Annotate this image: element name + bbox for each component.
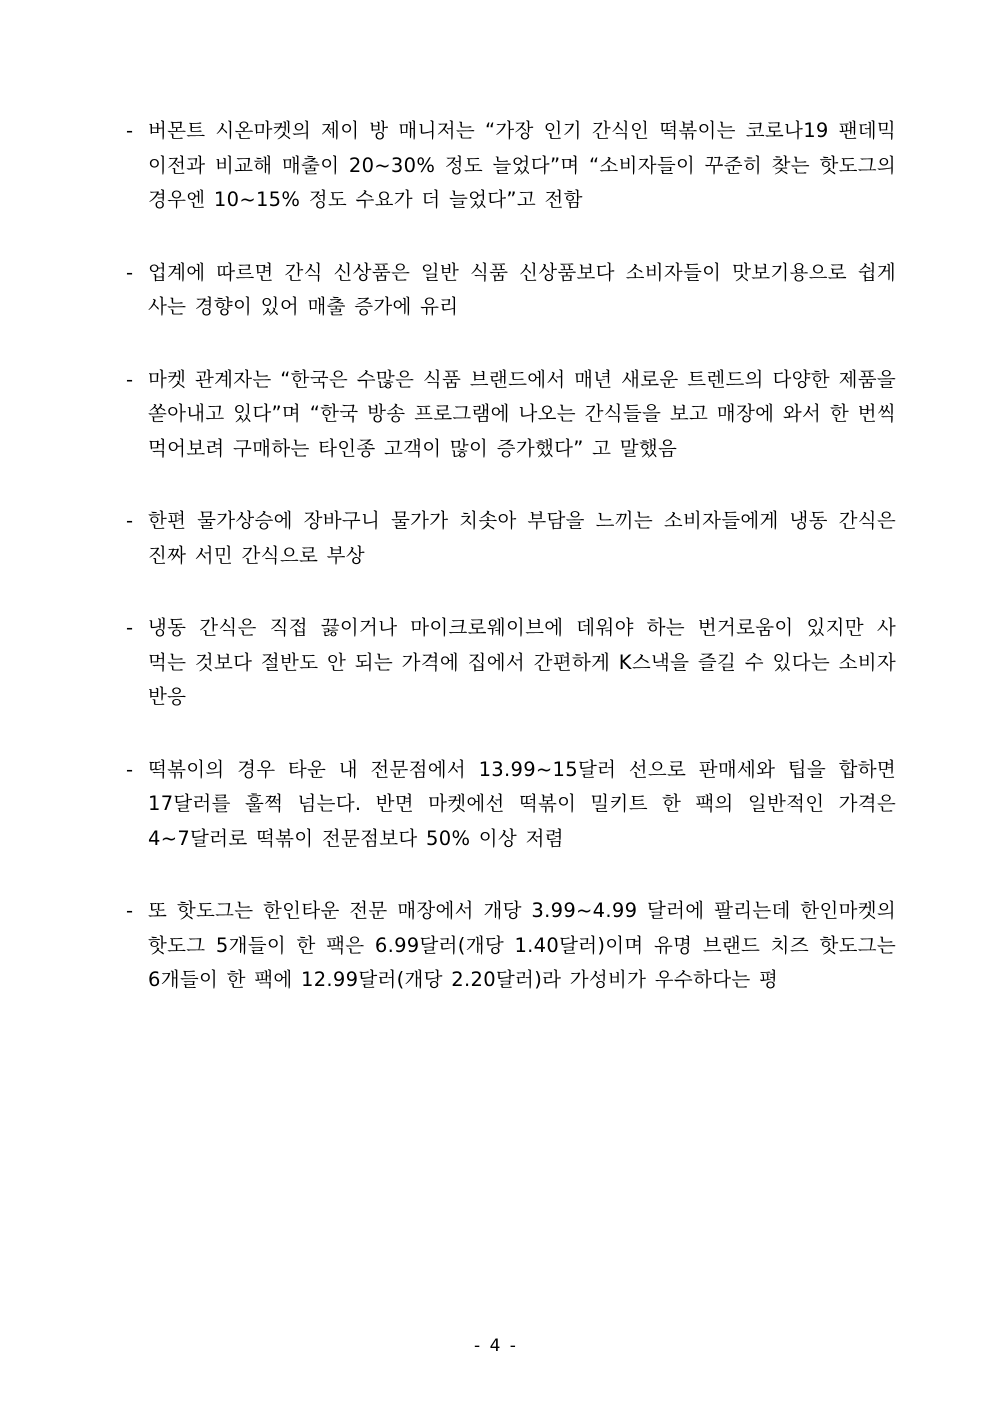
list-item bbox=[126, 363, 896, 467]
bullet-marker: - bbox=[126, 616, 134, 639]
list-item-text: 업계에 따르면 간식 신상품은 일반 식품 신상품보다 소비자들이 맛보기용으로 쉽게 사는 경향이 있어 매출 증가에 유리 bbox=[148, 260, 896, 318]
list-item bbox=[126, 611, 896, 715]
list-item-text: 또 핫도그는 한인타운 전문 매장에서 개당 3.99~4.99 달러에 팔리는데 한인마켓의 핫도그 5개들이 한 팩은 6.99달러(개당 1.40달러)이며 유명 브랜드 치즈 핫도그는 6개들이 한 팩에 12.99달러(개당 2.20달러)라 가성비가 우수하다는 평 bbox=[148, 899, 896, 991]
bullet-marker: - bbox=[126, 367, 134, 391]
list-item bbox=[126, 504, 896, 573]
bullet-list bbox=[126, 114, 896, 1036]
list-item bbox=[126, 753, 896, 857]
bullet-marker: - bbox=[126, 899, 134, 922]
list-item bbox=[126, 894, 896, 998]
list-item-text: 떡볶이의 경우 타운 내 전문점에서 13.99~15달러 선으로 판매세와 팁을 합하면 17달러를 훌쩍 넘는다. 반면 마켓에선 떡볶이 밀키트 한 팩의 일반적인 가격은 4~7달러로 떡볶이 전문점보다 50% 이상 저렴 bbox=[148, 757, 896, 850]
page-number: - 4 - bbox=[474, 1336, 518, 1356]
bullet-marker: - bbox=[126, 260, 134, 284]
list-item bbox=[126, 256, 896, 325]
bullet-marker: - bbox=[126, 509, 134, 532]
bullet-marker: - bbox=[126, 757, 134, 781]
list-item-text: 냉동 간식은 직접 끓이거나 마이크로웨이브에 데워야 하는 번거로움이 있지만 사 먹는 것보다 절반도 안 되는 가격에 집에서 간편하게 K스낵을 즐길 수 있다는 소비자 반응 bbox=[148, 616, 896, 708]
list-item-text: 한편 물가상승에 장바구니 물가가 치솟아 부담을 느끼는 소비자들에게 냉동 간식은 진짜 서민 간식으로 부상 bbox=[148, 509, 896, 567]
list-item-text: 마켓 관계자는 “한국은 수많은 식품 브랜드에서 매년 새로운 트렌드의 다양한 제품을 쏟아내고 있다”며 “한국 방송 프로그램에 나오는 간식들을 보고 매장에 와서 한 번씩 먹어보려 구매하는 타인종 고객이 많이 증가했다” 고 말했음 bbox=[148, 367, 896, 460]
bullet-marker: - bbox=[126, 119, 134, 142]
list-item-text: 버몬트 시온마켓의 제이 방 매니저는 “가장 인기 간식인 떡볶이는 코로나19 팬데믹 이전과 비교해 매출이 20~30% 정도 늘었다”며 “소비자들이 꾸준히 찾는 핫도그의 경우엔 10~15% 정도 수요가 더 늘었다”고 전함 bbox=[148, 119, 896, 211]
list-item bbox=[126, 114, 896, 218]
